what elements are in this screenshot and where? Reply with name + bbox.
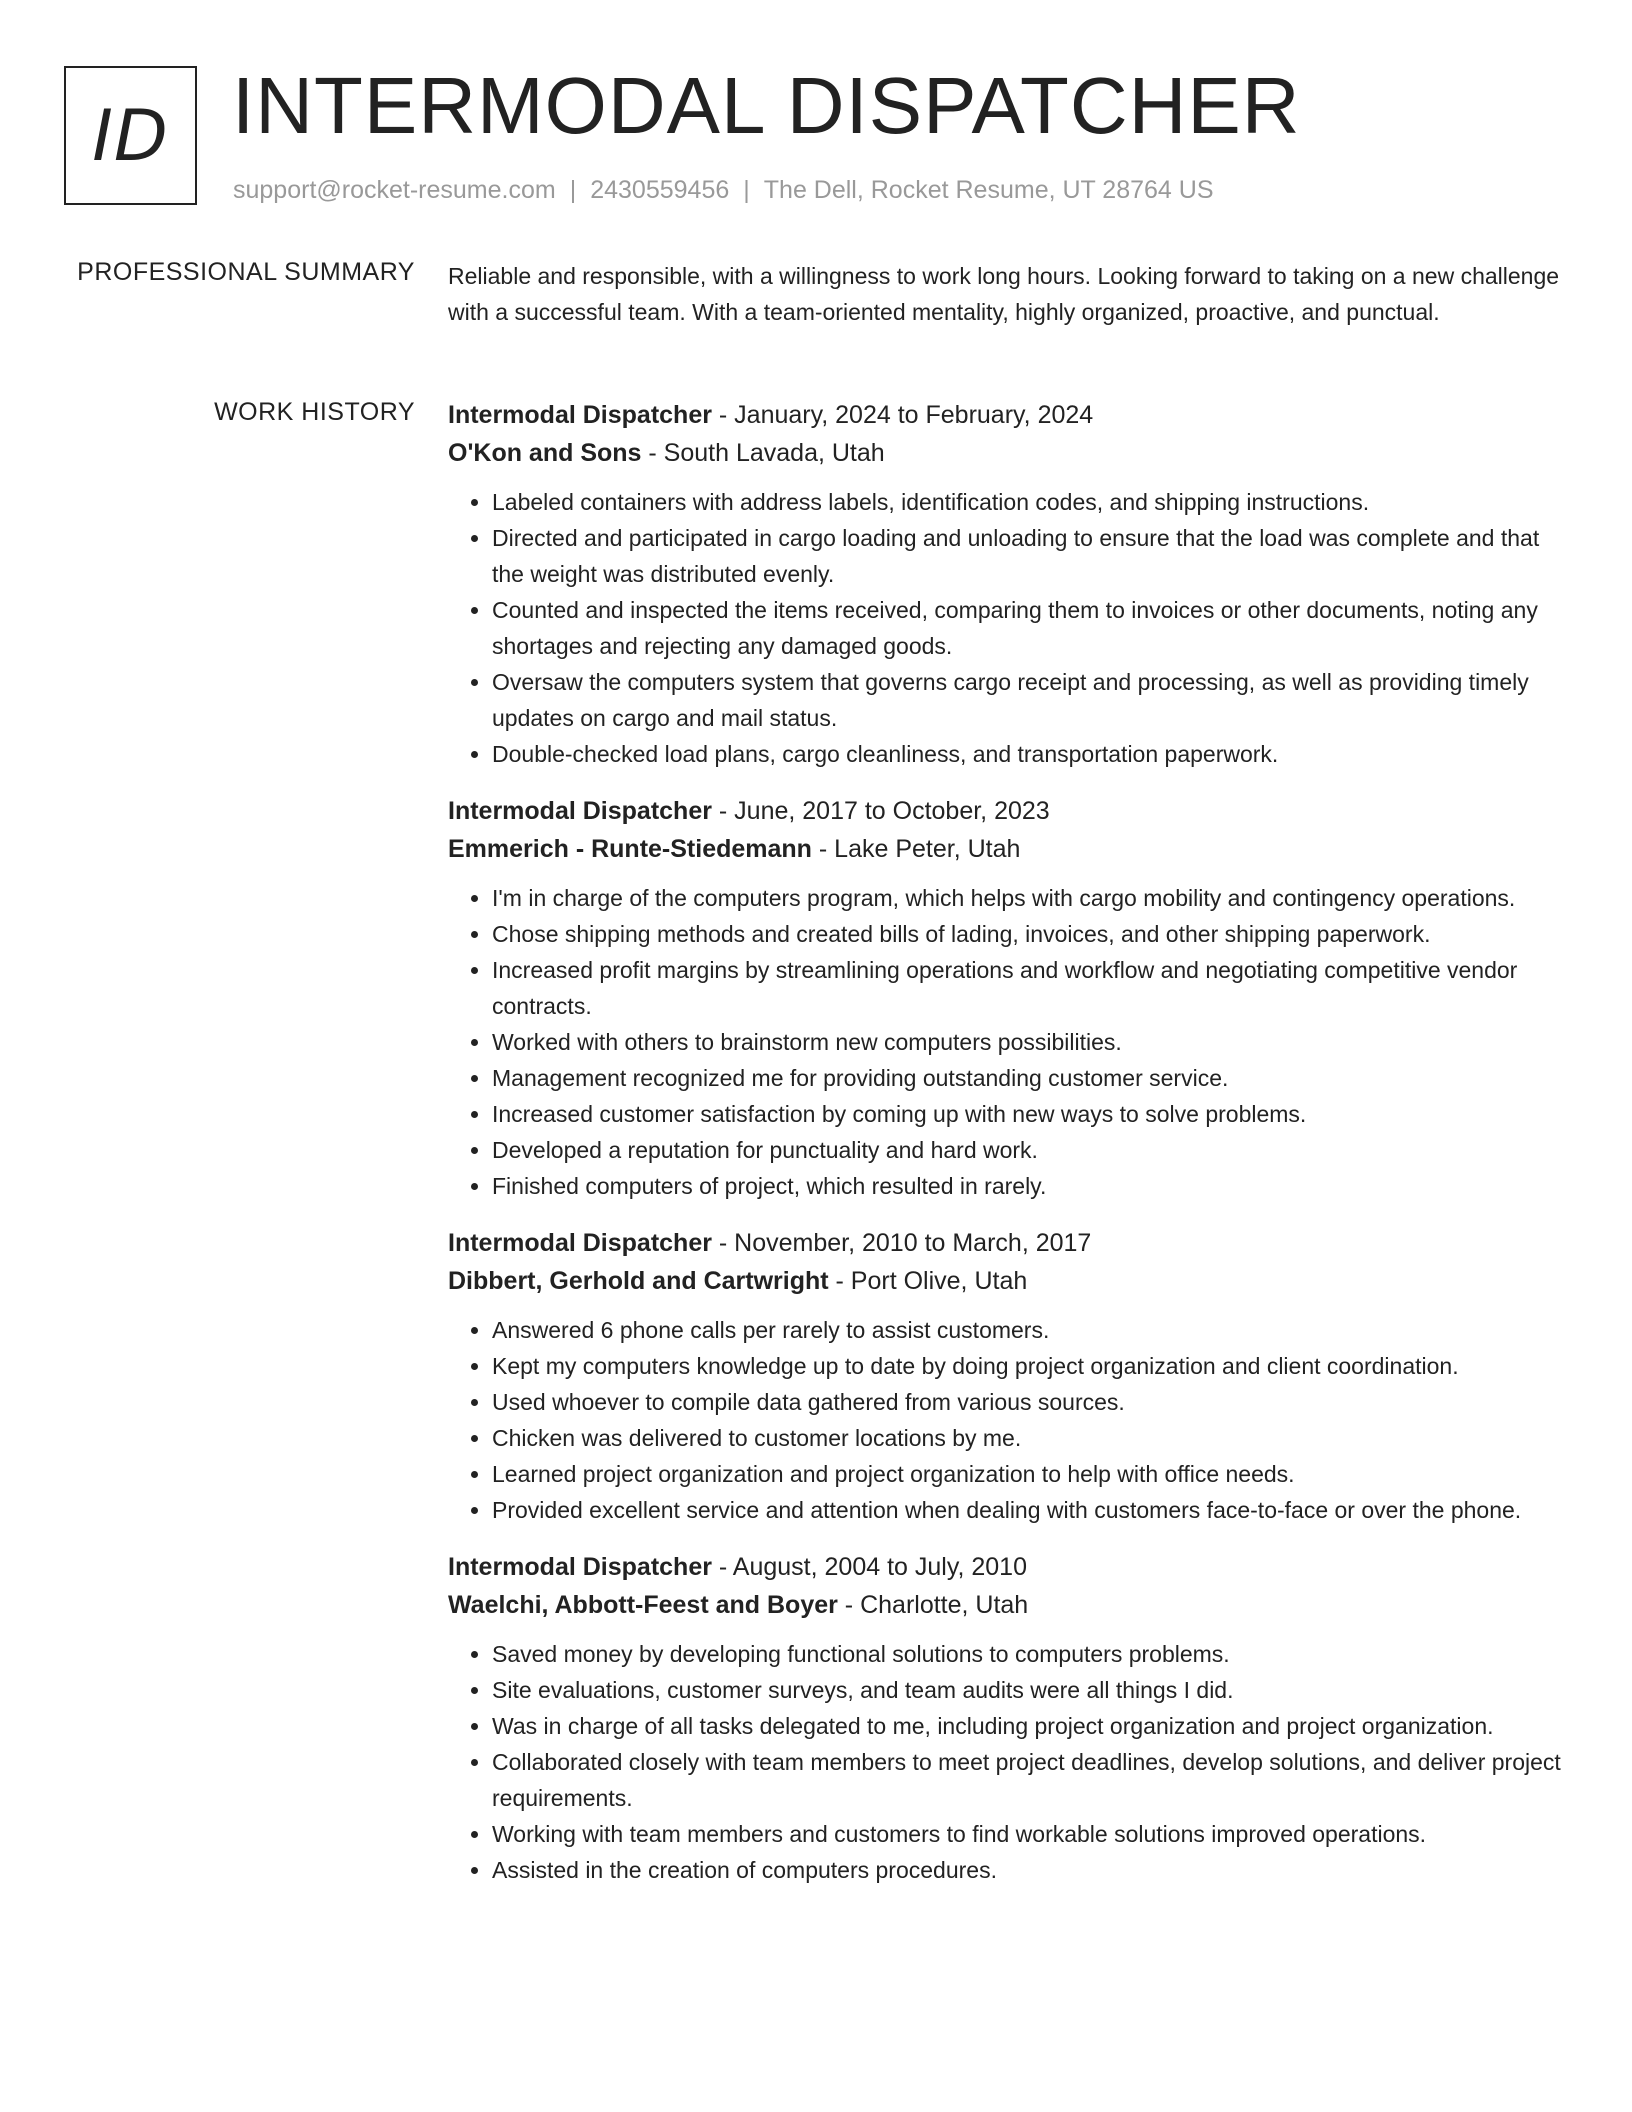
job-bullet: • Developed a reputation for punctuality and hard work. [492, 1132, 1572, 1168]
work-history-label: WORK HISTORY [214, 398, 415, 426]
job-location: - Lake Peter, Utah [811, 835, 1021, 863]
job-title-line [448, 792, 1572, 830]
contact-line [233, 176, 1214, 205]
job-company: Emmerich - Runte-Stiedemann [448, 835, 812, 863]
job-bullet-list [448, 1312, 1572, 1528]
job-bullet: • Increased profit margins by streamlining operations and workflow and negotiating competitive vendor contracts. [492, 952, 1572, 1024]
job-company-line [448, 830, 1572, 868]
job-title-line [448, 1224, 1572, 1262]
job-entry [448, 1224, 1572, 1528]
job-title-line [448, 1548, 1572, 1586]
job-bullet-list [448, 1636, 1572, 1888]
job-company: Waelchi, Abbott-Feest and Boyer [448, 1591, 838, 1619]
job-bullet: • Collaborated closely with team members to meet project deadlines, develop solutions, and deliver project requirements. [492, 1744, 1572, 1816]
job-bullet: • Chose shipping methods and created bills of lading, invoices, and other shipping paperwork. [492, 916, 1572, 952]
job-entry [448, 396, 1572, 772]
contact-separator: | [569, 176, 577, 204]
job-bullet: • Labeled containers with address labels, identification codes, and shipping instructions. [492, 484, 1572, 520]
job-bullet: • Provided excellent service and attention when dealing with customers face-to-face or over the phone. [492, 1492, 1572, 1528]
job-bullet-list [448, 880, 1572, 1204]
job-bullet: • Kept my computers knowledge up to date by doing project organization and client coordination. [492, 1348, 1572, 1384]
monogram-logo: ID [64, 66, 197, 205]
job-bullet: • Working with team members and customers to find workable solutions improved operations. [492, 1816, 1572, 1852]
job-dates: - January, 2024 to February, 2024 [711, 401, 1094, 429]
job-bullet: • Finished computers of project, which resulted in rarely. [492, 1168, 1572, 1204]
job-bullet: • Was in charge of all tasks delegated to me, including project organization and project organization. [492, 1708, 1572, 1744]
job-bullet: • Counted and inspected the items received, comparing them to invoices or other documents, noting any shortages and rejecting any damaged goods. [492, 592, 1572, 664]
job-company-line [448, 434, 1572, 472]
contact-address: The Dell, Rocket Resume, UT 28764 US [763, 176, 1214, 204]
job-bullet: • Saved money by developing functional solutions to computers problems. [492, 1636, 1572, 1672]
job-dates: - November, 2010 to March, 2017 [711, 1229, 1092, 1257]
summary-text: Reliable and responsible, with a willingness to work long hours. Looking forward to taking on a new challenge with a successful team. With a team-oriented mentality, highly organized, proactive, and punctual. [448, 263, 1560, 325]
job-title: Intermodal Dispatcher [448, 797, 712, 825]
job-bullet: • Answered 6 phone calls per rarely to assist customers. [492, 1312, 1572, 1348]
job-bullet-list [448, 484, 1572, 772]
job-bullet: • Double-checked load plans, cargo cleanliness, and transportation paperwork. [492, 736, 1572, 772]
resume-header [64, 61, 1584, 210]
job-company: O'Kon and Sons [448, 439, 642, 467]
job-bullet: • Site evaluations, customer surveys, and team audits were all things I did. [492, 1672, 1572, 1708]
page-title: INTERMODAL DISPATCHER [232, 61, 1301, 150]
job-bullet: • Increased customer satisfaction by coming up with new ways to solve problems. [492, 1096, 1572, 1132]
job-bullet: • Management recognized me for providing outstanding customer service. [492, 1060, 1572, 1096]
job-location: - South Lavada, Utah [641, 439, 885, 467]
job-company-line [448, 1586, 1572, 1624]
job-title-line [448, 396, 1572, 434]
job-bullet: • Chicken was delivered to customer locations by me. [492, 1420, 1572, 1456]
job-bullet: • Oversaw the computers system that governs cargo receipt and processing, as well as providing timely updates on cargo and mail status. [492, 664, 1572, 736]
job-bullet: • Used whoever to compile data gathered from various sources. [492, 1384, 1572, 1420]
job-dates: - August, 2004 to July, 2010 [711, 1553, 1027, 1581]
work-history-body [448, 396, 1572, 1908]
job-bullet: • I'm in charge of the computers program, which helps with cargo mobility and contingency operations. [492, 880, 1572, 916]
job-location: - Port Olive, Utah [828, 1267, 1028, 1295]
job-title: Intermodal Dispatcher [448, 401, 712, 429]
job-location: - Charlotte, Utah [837, 1591, 1029, 1619]
summary-body [448, 258, 1572, 330]
job-dates: - June, 2017 to October, 2023 [711, 797, 1050, 825]
contact-email[interactable]: support@rocket-resume.com [233, 176, 556, 204]
job-company-line [448, 1262, 1572, 1300]
job-title: Intermodal Dispatcher [448, 1553, 712, 1581]
job-bullet: • Worked with others to brainstorm new computers possibilities. [492, 1024, 1572, 1060]
job-entry [448, 1548, 1572, 1888]
job-bullet: • Directed and participated in cargo loading and unloading to ensure that the load was complete and that the weight was distributed evenly. [492, 520, 1572, 592]
summary-label: PROFESSIONAL SUMMARY [77, 258, 415, 286]
contact-phone[interactable]: 2430559456 [590, 176, 730, 204]
job-company: Dibbert, Gerhold and Cartwright [448, 1267, 829, 1295]
job-bullet: • Learned project organization and project organization to help with office needs. [492, 1456, 1572, 1492]
job-title: Intermodal Dispatcher [448, 1229, 712, 1257]
contact-separator: | [743, 176, 750, 204]
job-entry [448, 792, 1572, 1204]
job-bullet: • Assisted in the creation of computers procedures. [492, 1852, 1572, 1888]
